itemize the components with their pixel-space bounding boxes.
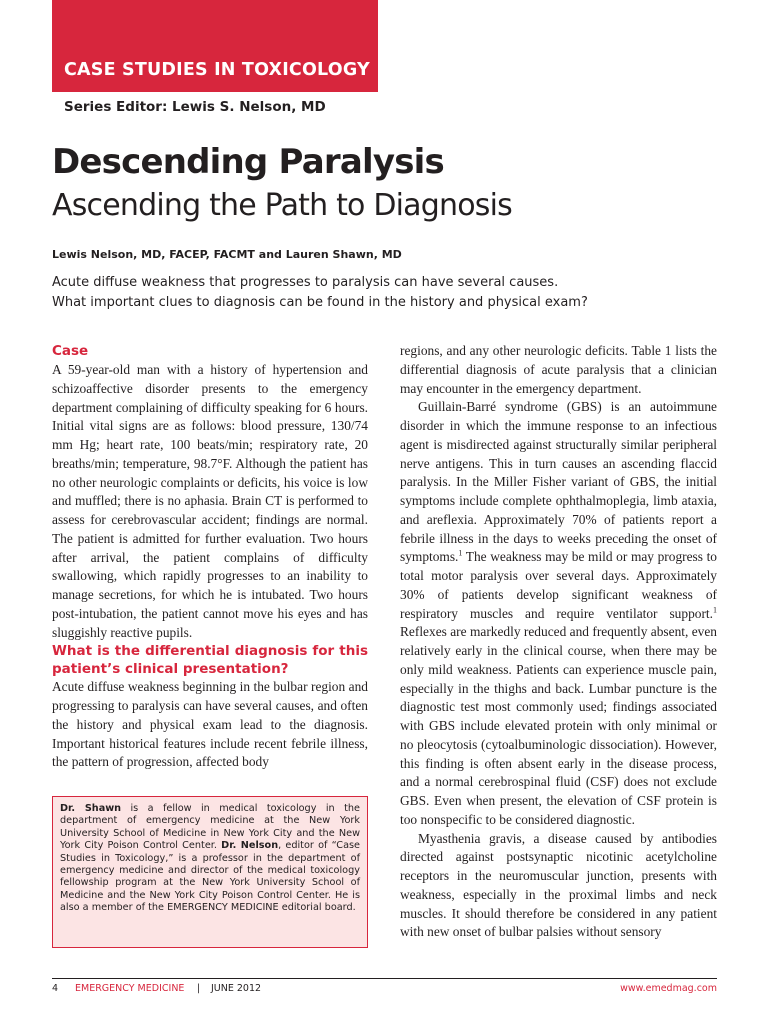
right-column — [400, 342, 717, 942]
deck-line-2: What important clues to diagnosis can be found in the history and physical exam? — [52, 295, 588, 310]
bio-name-shawn: Dr. Shawn — [60, 803, 122, 814]
series-banner — [52, 0, 378, 92]
gbs-text-c: Reflexes are markedly reduced and frequently absent, even relatively early in the clinical course, when there may be only mild weakness. Patients can experience muscle pain, especially in the thighs and back. Lumbar puncture is the diagnostic test most commonly used; findings associated with GBS include elevated protein with only minimal or no pleocytosis (cytoalbuminologic dissociation). However, this finding is often absent early in the disease process, and a normal cerebrospinal fluid (CSF) does not exclude GBS. Even when present, the elevation of CSF protein is too nonspecific to be considered diagnostic. — [400, 624, 717, 827]
footer-magazine-name: EMERGENCY MEDICINE — [75, 983, 185, 994]
myasthenia-paragraph: Myasthenia gravis, a disease caused by antibodies directed against postsynaptic nicotinic acetylcholine receptors in the neuromuscular junction, presents with weakness, especially in the proximal limbs and neck muscles. It should therefore be considered in any patient with new onset of bulbar palsies without sensory — [400, 830, 717, 940]
differential-diagnosis-heading: What is the differential diagnosis for this patient’s clinical presentation? — [52, 643, 368, 678]
author-bio-text — [60, 803, 360, 915]
article-deck — [52, 273, 588, 313]
author-bio-box — [52, 796, 368, 948]
page-number: 4 — [52, 983, 59, 994]
series-editor-line: Series Editor: Lewis S. Nelson, MD — [64, 99, 326, 115]
bio-text-shawn: is a fellow in medical toxicology in the department of emergency medicine at the New York University School of Medicine in New York City and the New York City Poison Control Center. — [60, 803, 360, 852]
gbs-text-a: Guillain-Barré syndrome (GBS) is an autoimmune disorder in which the immune response to an infectious agent is misdirected against structurally similar peripheral nerve antigens. This in turn causes an ascending flaccid paralysis. In the Miller Fisher variant of GBS, the initial symptoms include complete ophthalmoplegia, limb ataxia, and areflexia. Approximately 70% of patients report a febrile illness in the days to weeks preceding the onset of symptoms. — [400, 399, 717, 565]
left-column — [52, 342, 368, 772]
case-heading: Case — [52, 343, 89, 359]
reference-2: 1 — [713, 605, 717, 615]
differential-diagnosis-paragraph: Acute diffuse weakness beginning in the bulbar region and progressing to paralysis can have several causes, and often the history and physical exam lead to the diagnosis. Important historical features include recent febrile illness, the pattern of progression, affected body — [52, 679, 368, 770]
article-authors: Lewis Nelson, MD, FACEP, FACMT and Lauren Shawn, MD — [52, 248, 402, 261]
deck-line-1: Acute diffuse weakness that progresses to paralysis can have several causes. — [52, 275, 559, 290]
footer-divider — [52, 978, 717, 979]
gbs-paragraph — [400, 398, 717, 829]
bio-text-nelson: , editor of “Case Studies in Toxicology,” is a professor in the department of emergency medicine and director of the medical toxicology fellowship program at the New York University School of Medicine and the New York City Poison Control Center. He is also a member of the EMERGENCY MEDICINE editorial board. — [60, 840, 361, 914]
article-title: Descending Paralysis — [52, 142, 444, 182]
bio-name-nelson: Dr. Nelson — [221, 840, 279, 852]
article-subtitle: Ascending the Path to Diagnosis — [52, 188, 512, 223]
gbs-text-b: The weakness may be mild or may progress to total motor paralysis over several days. Approximately 30% of patients develop significant weakness of respiratory muscles and require ventilator support. — [400, 549, 717, 621]
footer-website-link[interactable]: www.emedmag.com — [620, 983, 717, 994]
footer-date: JUNE 2012 — [211, 983, 262, 994]
right-paragraph-1: regions, and any other neurologic deficits. Table 1 lists the differential diagnosis of acute paralysis that a clinician may encounter in the emergency department. — [400, 343, 717, 396]
footer-separator: | — [197, 983, 201, 994]
series-banner-title: CASE STUDIES IN TOXICOLOGY — [64, 60, 370, 80]
case-paragraph: A 59-year-old man with a history of hypertension and schizoaffective disorder presents to the emergency department complaining of difficulty speaking for 6 hours. Initial vital signs are as follows: blood pressure, 130/74 mm Hg; heart rate, 100 beats/min; respiratory rate, 20 breaths/min; temperature, 98.7°F. Although the patient has no other neurologic complaints or deficits, his voice is low and muffled; there is no aphasia. Brain CT is performed to assess for cerebrovascular accident; findings are normal. The patient is admitted for further evaluation. Two hours after arrival, the patient complains of difficulty swallowing, which rapidly progresses to an inability to manage secretions, for which he is intubated. Two hours post-intubation, the patient cannot move his eyes and has sluggishly reactive pupils. — [52, 362, 368, 640]
reference-1: 1 — [458, 548, 463, 558]
